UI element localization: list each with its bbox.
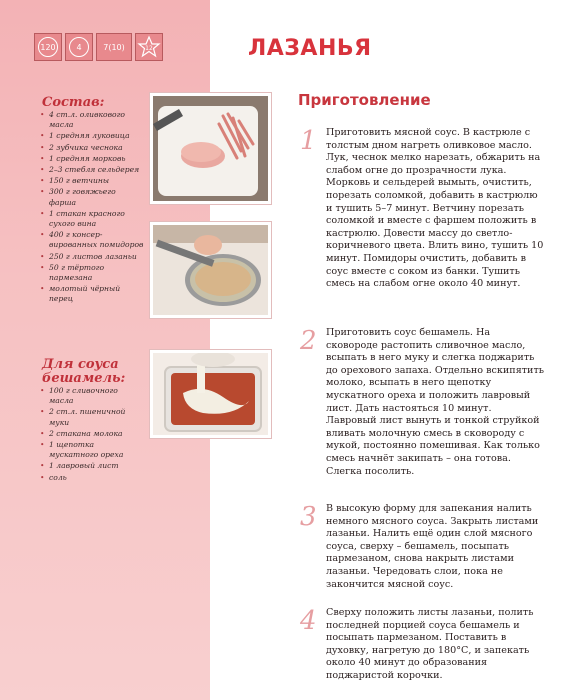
- servings-icon: [65, 33, 93, 61]
- ingredients-heading: Состав:: [42, 95, 105, 110]
- photo-pouring-sauce: [150, 350, 271, 438]
- ingredient-item: • 2 зубчика чеснока: [40, 143, 144, 153]
- ingredient-item: • 250 г листов лазаньи: [40, 252, 144, 262]
- sauce-list: [40, 386, 144, 484]
- sauce-ingredient-item: • 1 лавровый лист: [40, 461, 144, 471]
- pan-photo-illustration: [153, 225, 268, 315]
- difficulty-star-icon: [135, 33, 163, 61]
- preparation-heading: Приготовление: [298, 91, 431, 109]
- step-number: 1: [300, 126, 317, 156]
- sauce-ingredient-item: • 2 ст.л. пшеничной муки: [40, 407, 144, 427]
- step-text: Приготовить мясной соус. В кастрюле с толстым дном нагреть оливковое масло. Лук, чеснок мелко нарезать, обжарить на слабом огне до прозрачности лука. Морковь и сельдерей вымыть, очистить, порезать соломкой, добавить в кастрюлю и тушить 5–7 минут. Ветчину порезать соломкой и вместе с фаршем положить в кастрюлю. Довести массу до светло-коричневого цвета. Влить вино, тушить 10 минут. Помидоры очистить, добавить в соус вместе с соком из банки. Тушить смесь на слабом огне около 40 минут.: [326, 127, 544, 290]
- step-text: В высокую форму для запекания налить немного мясного соуса. Закрыть листами лазаньи. Налить ещё один слой мясного соуса, сверху – бешамель, посыпать пармезаном, снова накрыть листами лазаньи. Чередовать слои, пока не закончится мясной соус.: [326, 503, 539, 590]
- ingredient-item: • 1 средняя морковь: [40, 154, 144, 164]
- ingredient-item: • 1 средняя луковица: [40, 131, 144, 141]
- ingredient-item: • 50 г тёртого пармезана: [40, 263, 144, 283]
- temperature-icon: [34, 33, 62, 61]
- step-number: 2: [300, 326, 317, 356]
- sauce-ingredient-item: • 1 щепотка мускатного ореха: [40, 440, 144, 460]
- ingredient-item: • 1 стакан красного сухого вина: [40, 209, 144, 229]
- ham-photo-illustration: [153, 96, 268, 201]
- step-text: Сверху положить листы лазаньи, полить последней порцией соуса бешамель и посыпать пармезаном. Поставить в духовку, нагретую до 180°С, и запекать около 40 минут до образования поджаристой корочки.: [326, 607, 534, 681]
- ingredient-item: • 150 г ветчины: [40, 176, 144, 186]
- sauce-heading: Для соуса бешамель:: [42, 357, 126, 386]
- servings-value: 4: [69, 37, 89, 57]
- photo-ham-slices: [150, 93, 271, 204]
- difficulty-value: 12: [145, 45, 153, 52]
- ingredient-item: • 4 ст.л. оливкового масла: [40, 110, 144, 130]
- ingredients-list: [40, 110, 144, 306]
- step-number: 3: [300, 502, 317, 532]
- ingredient-item: • 400 г консер-вированных помидоров: [40, 230, 144, 250]
- ingredient-item: • 2–3 стебля сельдерея: [40, 165, 144, 175]
- star-icon: [137, 35, 161, 59]
- step-number: 4: [300, 606, 317, 636]
- temperature-value: 120: [38, 37, 58, 57]
- step-text: Приготовить соус бешамель. На сковороде растопить сливочное масло, всыпать в него муку и слегка поджарить до орехового запаха. Отдельно вскипятить молоко, всыпать в него щепотку мускатного ореха и положить лавровый лист. Дать настояться 10 минут. Лавровый лист вынуть и тонкой струйкой вливать молочную смесь в сковороду с мукой, постоянно помешивая. Как только смесь начнёт закипать – она готова. Слегка посолить.: [326, 327, 544, 477]
- sauce-ingredient-item: • 100 г сливочного масла: [40, 386, 144, 406]
- photo-stirring-pan: [150, 222, 271, 318]
- time-value: 7(10): [103, 42, 125, 52]
- recipe-icons: [34, 33, 163, 61]
- recipe-title: ЛАЗАНЬЯ: [248, 36, 372, 61]
- sauce-photo-illustration: [153, 353, 268, 435]
- ingredient-item: • 300 г говяжьего фарша: [40, 187, 144, 207]
- sauce-ingredient-item: • соль: [40, 473, 144, 483]
- ingredient-item: • молотый чёрный перец: [40, 284, 144, 304]
- time-icon: [96, 33, 132, 61]
- sauce-ingredient-item: • 2 стакана молока: [40, 429, 144, 439]
